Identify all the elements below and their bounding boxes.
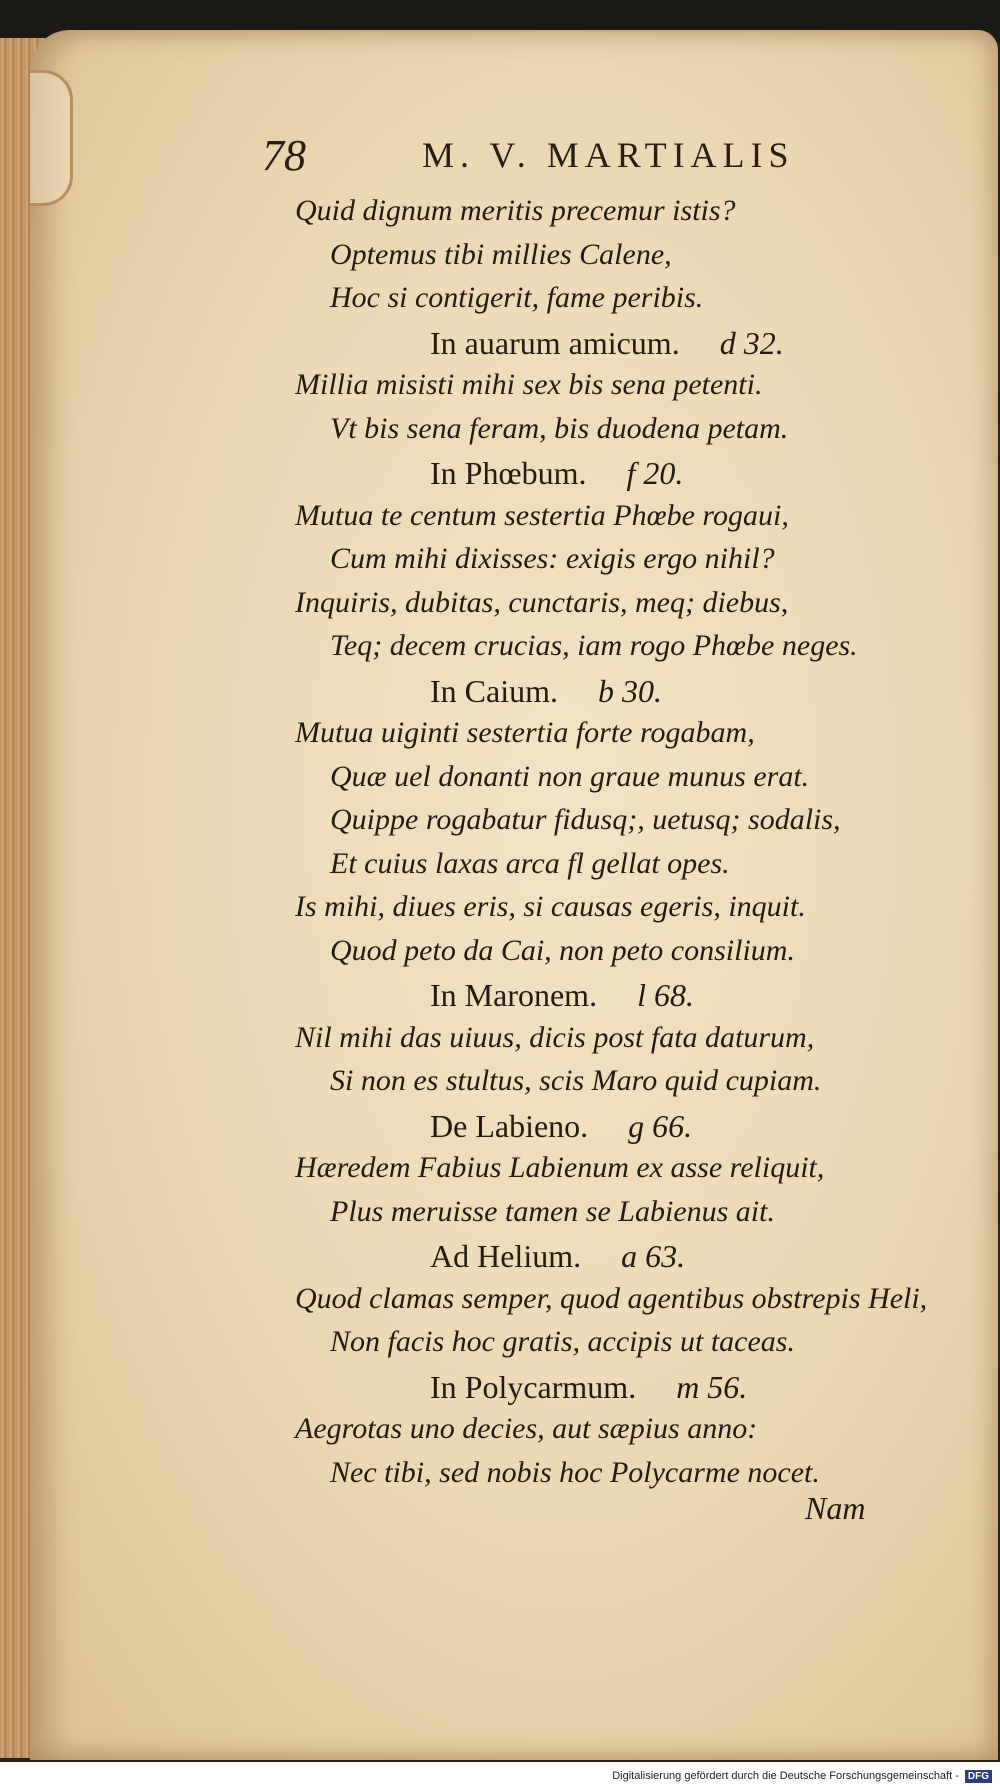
title-text: Ad Helium.: [430, 1238, 582, 1274]
verse-text: Mutua te centum sestertia Phœbe rogaui,: [295, 499, 789, 532]
epigram-title: [430, 1240, 685, 1272]
verse-line: [295, 1023, 814, 1053]
title-text: De Labieno.: [430, 1108, 589, 1144]
title-text: In Polycarmum.: [430, 1369, 637, 1405]
footer-bar: [0, 1762, 1000, 1790]
verse-text: Hoc si contigerit, fame peribis.: [330, 281, 704, 314]
verse-text: Mutua uiginti sestertia forte rogabam,: [295, 716, 755, 749]
verse-text: Aegrotas uno decies, aut sæpius anno:: [295, 1412, 758, 1445]
verse-line: [330, 544, 775, 574]
verse-text: Non facis hoc gratis, accipis ut taceas.: [330, 1325, 795, 1358]
verse-text: Quod peto da Cai, non peto consilium.: [330, 934, 795, 967]
verse-text: Quod clamas semper, quod agentibus obstrepis Heli,: [295, 1282, 928, 1315]
verse-text: Vt bis sena feram, bis duodena petam.: [330, 412, 789, 445]
verse-line: [330, 240, 672, 270]
epigram-reference: m 56.: [676, 1369, 748, 1405]
footer-text: Digitalisierung gefördert durch die Deutsche Forschungsgemeinschaft -: [612, 1770, 959, 1782]
epigram-title: [430, 327, 784, 359]
running-head: M. V. MARTIALIS: [422, 135, 795, 175]
verse-text: Inquiris, dubitas, cunctaris, meq; diebus,: [295, 586, 789, 619]
page-fold: [30, 70, 73, 206]
verse-line: [330, 1066, 821, 1096]
verse-line: [295, 1153, 824, 1183]
verse-line: [330, 805, 841, 835]
title-text: In auarum amicum.: [430, 325, 680, 361]
epigram-title: [430, 1371, 747, 1403]
title-text: In Maronem.: [430, 977, 598, 1013]
epigram-title: [430, 675, 662, 707]
verse-text: Quid dignum meritis precemur istis?: [295, 194, 736, 227]
verse-line: [295, 501, 789, 531]
title-text: In Caium.: [430, 673, 558, 709]
verse-line: [330, 631, 858, 661]
verse-text: Quæ uel donanti non graue munus erat.: [330, 760, 810, 793]
verse-line: [295, 1414, 757, 1444]
verse-line: [295, 588, 788, 618]
verse-line: [295, 370, 762, 400]
verse-text: Millia misisti mihi sex bis sena petenti.: [295, 368, 763, 401]
verse-line: [330, 936, 795, 966]
verse-line: [295, 196, 736, 226]
verse-line: [330, 1197, 775, 1227]
verse-text: Nil mihi das uiuus, dicis post fata daturum,: [295, 1021, 815, 1054]
epigram-reference: a 63.: [621, 1238, 686, 1274]
verse-text: Teq; decem crucias, iam rogo Phœbe neges.: [330, 629, 858, 662]
epigram-reference: d 32.: [719, 325, 784, 361]
page-number: 78: [262, 131, 306, 180]
verse-text: Si non es stultus, scis Maro quid cupiam.: [330, 1064, 822, 1097]
epigram-title: [430, 1110, 692, 1142]
verse-text: Quippe rogabatur fidusq;, uetusq; sodalis,: [330, 803, 841, 836]
verse-line: [330, 1458, 820, 1488]
verse-text: Nec tibi, sed nobis hoc Polycarme nocet.: [330, 1456, 820, 1489]
verse-line: [295, 1284, 927, 1314]
catchword: Nam: [805, 1490, 866, 1526]
verse-line: [295, 892, 806, 922]
verse-text: Optemus tibi millies Calene,: [330, 238, 672, 271]
epigram-reference: l 68.: [637, 977, 694, 1013]
epigram-reference: f 20.: [626, 455, 684, 491]
page-header: [262, 130, 862, 190]
epigram-reference: b 30.: [597, 673, 662, 709]
epigram-title: [430, 979, 694, 1011]
verse-text: Is mihi, diues eris, si causas egeris, inquit.: [295, 890, 806, 923]
verse-line: [330, 849, 730, 879]
epigram-title: [430, 457, 683, 489]
verse-line: [330, 762, 809, 792]
epigram-reference: g 66.: [628, 1108, 693, 1144]
verse-line: [330, 1327, 795, 1357]
title-text: In Phœbum.: [430, 455, 587, 491]
verse-line: [295, 718, 755, 748]
verse-text: Et cuius laxas arca fl gellat opes.: [330, 847, 730, 880]
verse-text: Plus meruisse tamen se Labienus ait.: [330, 1195, 775, 1228]
verse-text: Cum mihi dixisses: exigis ergo nihil?: [330, 542, 775, 575]
verse-text: Hæredem Fabius Labienum ex asse reliquit,: [295, 1151, 825, 1184]
verse-line: [330, 283, 703, 313]
dfg-logo: DFG: [965, 1770, 992, 1783]
verse-line: [330, 414, 788, 444]
